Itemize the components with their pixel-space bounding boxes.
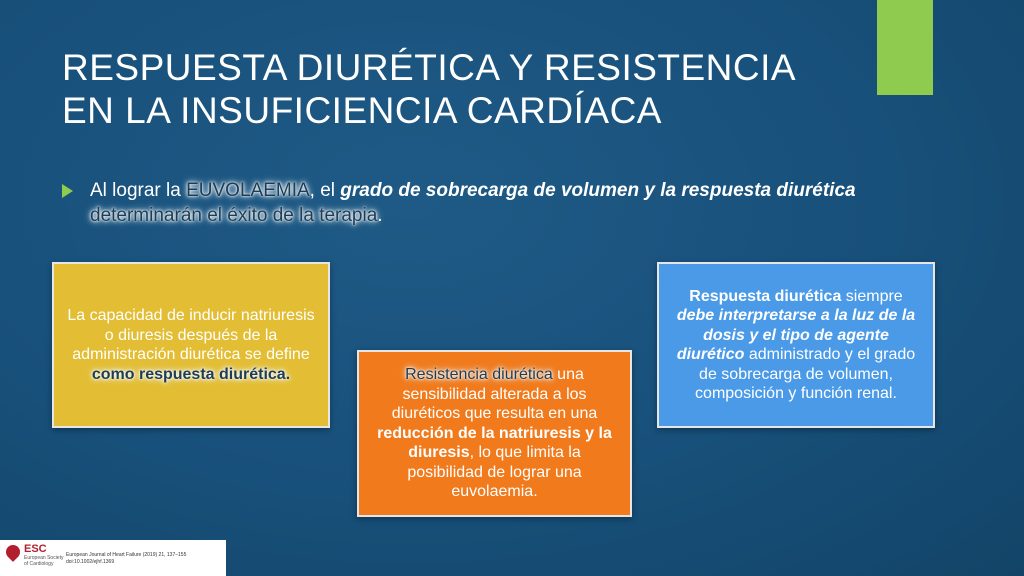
box-orange-bold: reducción de la natriuresis y la diuresis: [377, 424, 612, 462]
bullet-point: [62, 178, 950, 228]
box-orange-highlight: Resistencia diurética: [405, 366, 553, 384]
journal-doi: doi:10.1002/ejhf.1369: [66, 559, 115, 565]
bullet-highlight-euvolaemia: EUVOLAEMIA: [186, 180, 310, 201]
box-yellow-highlight: como respuesta diurética.: [91, 365, 291, 383]
esc-journal-logo: [0, 540, 226, 576]
box-yellow-text: [64, 306, 318, 384]
accent-bar: [877, 0, 933, 95]
box-orange-text: [369, 365, 620, 502]
triangle-arrow-icon: [62, 184, 73, 198]
box-blue-bold-italic: debe interpretarse a la luz de la dosis y el tipo de agente diurético: [676, 307, 916, 363]
box-orange-text-2: , lo que limita la posibilidad de lograr una euvolaemia.: [407, 444, 582, 501]
bullet-text-4: .: [377, 205, 383, 226]
journal-citation: [66, 552, 186, 566]
bullet-text-2: , el: [309, 180, 341, 201]
title-line-1: RESPUESTA DIURÉTICA Y RESISTENCIA: [62, 47, 797, 88]
esc-heart-icon: [3, 542, 23, 562]
journal-name: European Journal of Heart Failure (2019) 21, 137–155: [66, 552, 187, 558]
box-diuretic-response-interpretation: [657, 262, 935, 428]
bullet-emphasis: grado de sobrecarga de volumen y la respuesta diurética: [340, 180, 856, 201]
box-yellow-text-1: La capacidad de inducir natriuresis o diuresis después de la administración diurética se define: [67, 307, 315, 363]
box-blue-text: [669, 287, 923, 404]
title-line-2: EN LA INSUFICIENCIA CARDÍACA: [62, 90, 662, 131]
box-blue-bold: Respuesta diurética: [689, 287, 842, 305]
slide-title: [62, 46, 822, 132]
box-diuretic-resistance: [357, 350, 632, 517]
esc-brand: ESC: [24, 543, 47, 555]
bullet-text-1: Al lograr la: [90, 180, 187, 201]
box-orange-text-1: una sensibilidad alterada a los diuréticos que resulta en una: [391, 366, 598, 423]
esc-org-name: European Society of Cardiology: [24, 555, 64, 567]
bullet-highlight-therapy: determinarán el éxito de la terapia: [90, 205, 378, 226]
box-diuretic-response-definition: [52, 262, 330, 428]
box-blue-text-1: siempre: [841, 287, 903, 305]
box-blue-text-2: administrado y el grado de sobrecarga de volumen, composición y función renal.: [695, 346, 916, 402]
